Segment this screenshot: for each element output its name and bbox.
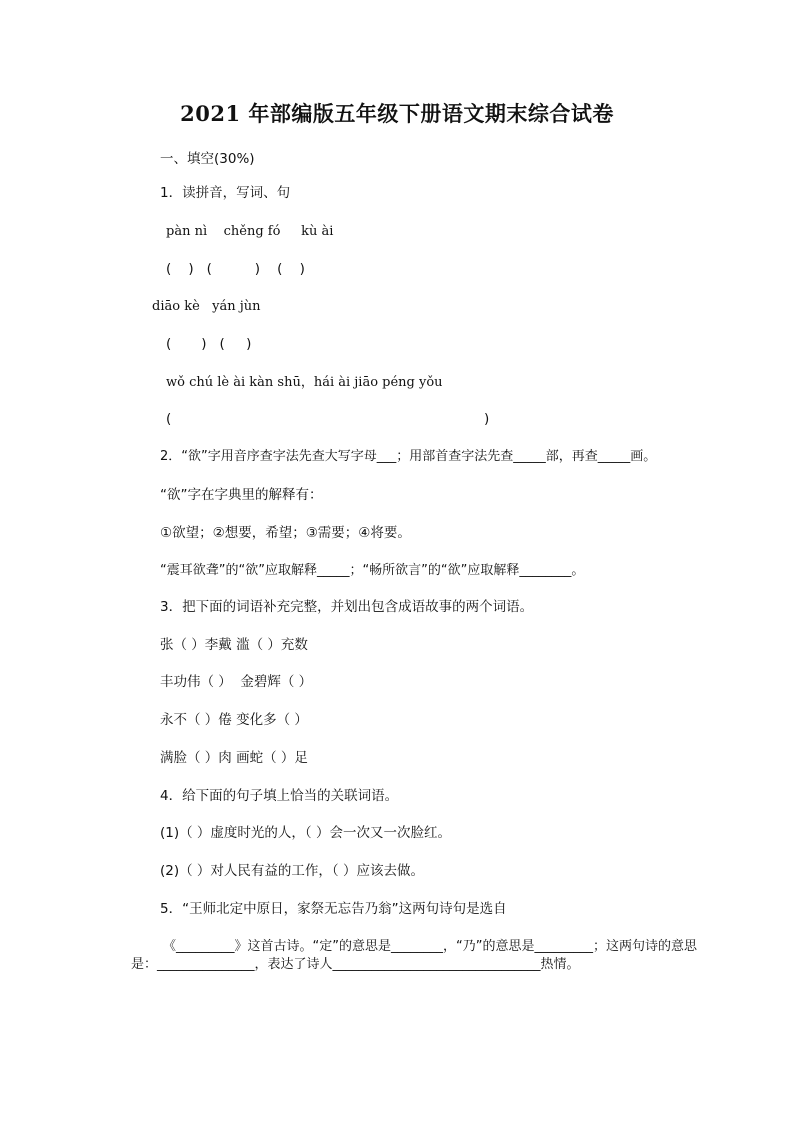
- pinyin-row-1: pàn nì chěng fó kù ài: [166, 224, 334, 239]
- answer-bracket-open: (: [166, 411, 172, 427]
- answer-brackets-row-1: ( ) ( ) ( ): [166, 261, 305, 277]
- question-4-sentence-1: (1)（ ）虚度时光的人，（ ）会一次又一次脸红。: [160, 825, 451, 841]
- question-2-fill: “震耳欲聋”的“欲”应取解释_____；“畅所欲言”的“欲”应取解释________。: [160, 563, 585, 578]
- pinyin-row-3: wǒ chú lè ài kàn shū，hái ài jiāo péng yǒu: [166, 375, 443, 390]
- question-2-definitions: ①欲望；②想要，希望；③需要；④将要。: [160, 525, 411, 541]
- idiom-row-3: 永不（ ）倦 变化多（ ）: [160, 712, 308, 728]
- idiom-row-2: 丰功伟（ ） 金碧辉（ ）: [160, 674, 313, 690]
- section-heading: 一、填空(30%): [160, 151, 255, 167]
- answer-bracket-close: ): [484, 411, 490, 427]
- question-5-label: 5．“王师北定中原日，家祭无忘告乃翁”这两句诗句是选自: [160, 901, 507, 917]
- idiom-row-1: 张（ ）李戴 滥（ ）充数: [160, 637, 308, 653]
- question-2-line: 2．“欲”字用音序查字法先查大写字母___；用部首查字法先查_____部，再查_____画。: [160, 449, 657, 464]
- page-title: 2021 年部编版五年级下册语文期末综合试卷: [180, 101, 614, 126]
- question-2-dictionary-note: “欲”字在字典里的解释有：: [160, 487, 323, 503]
- question-3-label: 3．把下面的词语补充完整，并划出包含成语故事的两个词语。: [160, 599, 534, 615]
- question-4-label: 4．给下面的句子填上恰当的关联词语。: [160, 788, 399, 804]
- idiom-row-4: 满脸（ ）肉 画蛇（ ）足: [160, 750, 308, 766]
- question-1-label: 1．读拼音，写词、句: [160, 185, 291, 201]
- answer-brackets-row-2: ( ) ( ): [166, 336, 252, 352]
- pinyin-row-2: diāo kè yán jùn: [152, 299, 261, 314]
- question-5-paragraph: 《_________》这首古诗。“定”的意思是________，“乃”的意思是_________；这两句诗的意思是：_______________，表达了诗人________________________________热情。: [131, 939, 697, 972]
- question-4-sentence-2: (2)（ ）对人民有益的工作，（ ）应该去做。: [160, 863, 424, 879]
